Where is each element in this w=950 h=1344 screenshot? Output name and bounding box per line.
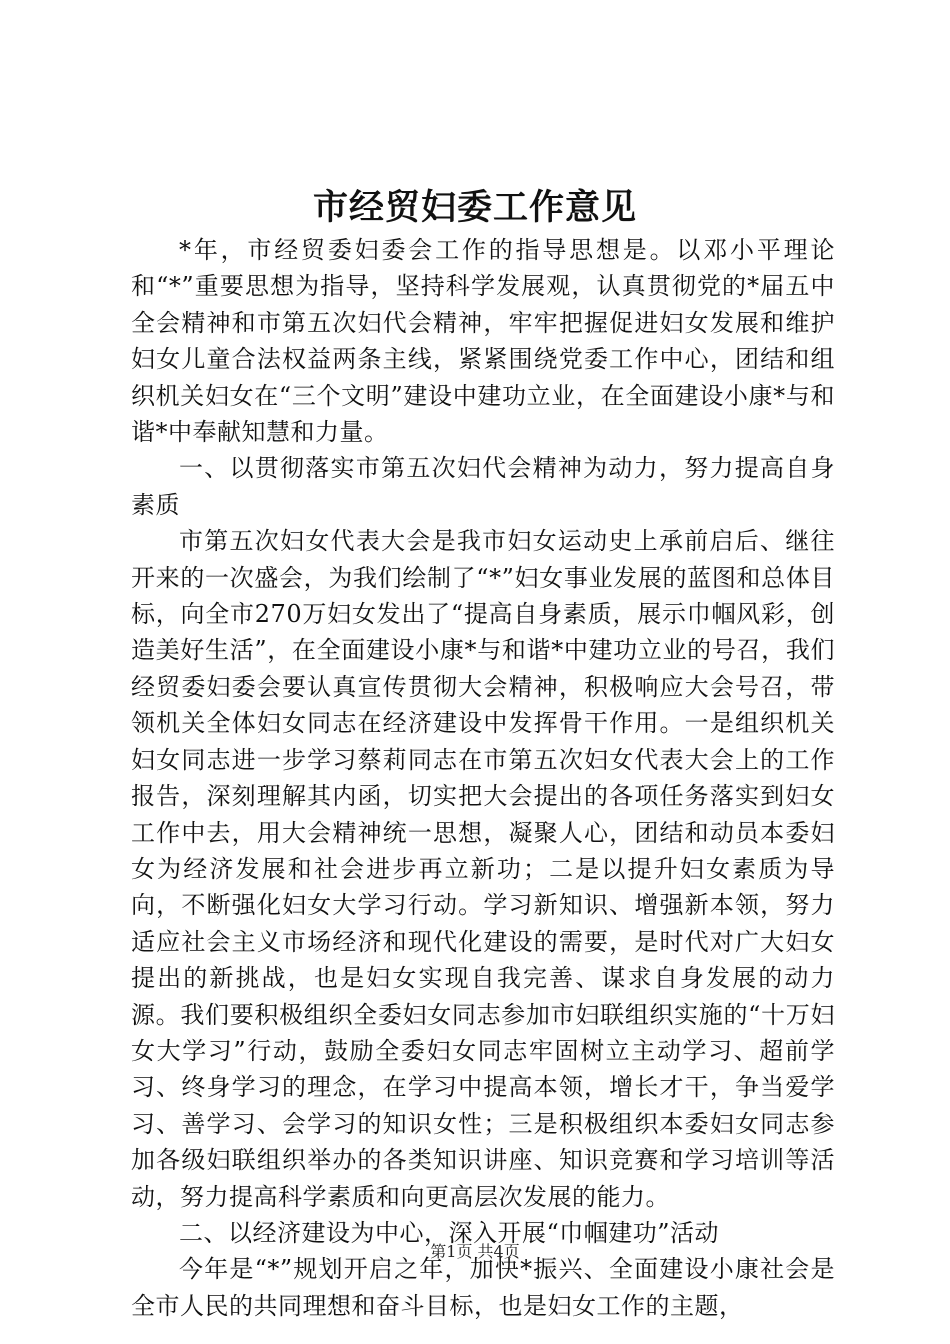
section-heading-1: 一、以贯彻落实市第五次妇代会精神为动力，努力提高自身素质 <box>131 454 835 519</box>
paragraph-section-1: 市第五次妇女代表大会是我市妇女运动史上承前启后、继往开来的一次盛会，为我们绘制了“*”妇女事业发展的蓝图和总体目标，向全市270万妇女发出了“提高自身素质，展示巾帼风彩，创造美好生活”，在全面建设小康*与和谐*中建功立业的号召，我们经贸委妇委会要认真宣传贯彻大会精神，积极响应大会号召，带领机关全体妇女同志在经济建设中发挥骨干作用。一是组织机关妇女同志进一步学习蔡莉同志在市第五次妇女代表大会上的工作报告，深刻理解其内函，切实把大会提出的各项任务落实到妇女工作中去，用大会精神统一思想，凝聚人心，团结和动员本委妇女为经济发展和社会进步再立新功；二是以提升妇女素质为导向，不断强化妇女大学习行动。学习新知识、增强新本领，努力适应社会主义市场经济和现代化建设的需要，是时代对广大妇女提出的新挑战，也是妇女实现自我完善、谋求自身发展的动力源。我们要积极组织全委妇女同志参加市妇联组织实施的“十万妇女大学习”行动，鼓励全委妇女同志牢固树立主动学习、超前学习、终身学习的理念，在学习中提高本领，增长才干，争当爱学习、善学习、会学习的知识女性；三是积极组织本委妇女同志参加各级妇联组织举办的各类知识讲座、知识竞赛和学习培训等活动，努力提高科学素质和向更高层次发展的能力。 <box>131 527 835 1211</box>
document-title: 市经贸妇委工作意见 <box>312 187 637 228</box>
page-footer: 第1页 共4页 <box>430 1242 520 1261</box>
section-heading-2: 二、以经济建设为中心，深入开展“巾帼建功”活动 <box>179 1218 720 1247</box>
paragraph-intro: *年，市经贸委妇委会工作的指导思想是。以邓小平理论和“*”重要思想为指导，坚持科学发展观，认真贯彻党的*届五中全会精神和市第五次妇代会精神，牢牢把握促进妇女发展和维护妇女儿童合法权益两条主线，紧紧围绕党委工作中心，团结和组织机关妇女在“三个文明”建设中建功立业，在全面建设小康*与和谐*中奉献知慧和力量。 <box>131 236 835 447</box>
paragraph-section-2: 今年是“*”规划开启之年，加快*振兴、全面建设小康社会是全市人民的共同理想和奋斗目标，也是妇女工作的主题， <box>131 1255 835 1320</box>
document-body <box>131 232 835 1324</box>
